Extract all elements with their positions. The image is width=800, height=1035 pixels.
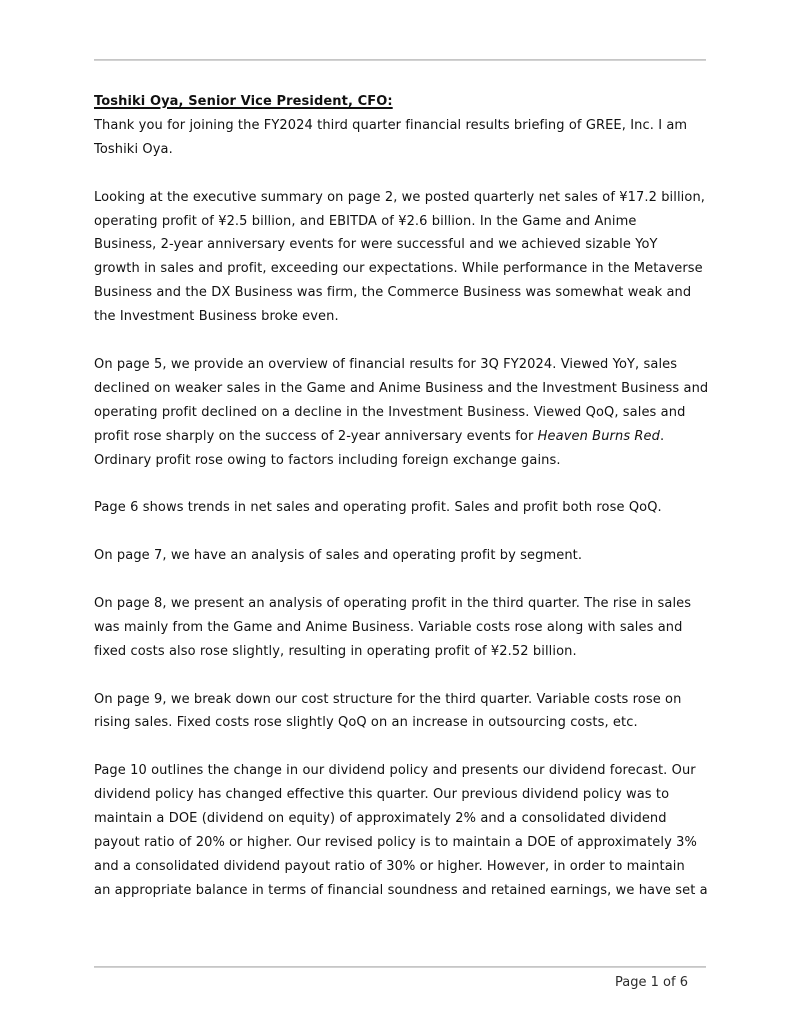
speaker-heading: Toshiki Oya, Senior Vice President, CFO: bbox=[94, 94, 393, 109]
text-segment: profit rose sharply on the success of 2-year anniversary events for bbox=[94, 428, 538, 444]
transcript-body bbox=[94, 90, 709, 903]
text-line: an appropriate balance in terms of financial soundness and retained earnings, we have set a bbox=[94, 882, 708, 898]
text-line: declined on weaker sales in the Game and Anime Business and the Investment Business and bbox=[94, 380, 709, 396]
paragraph bbox=[94, 688, 706, 736]
footer-rule bbox=[94, 966, 706, 968]
text-line: Toshiki Oya. bbox=[94, 141, 173, 157]
text-line: the Investment Business broke even. bbox=[94, 309, 339, 325]
text-line: growth in sales and profit, exceeding our expectations. While performance in the Metaverse bbox=[94, 261, 703, 277]
text-line: On page 7, we have an analysis of sales and operating profit by segment. bbox=[94, 548, 583, 564]
text-line: dividend policy has changed effective this quarter. Our previous dividend policy was to bbox=[94, 787, 670, 803]
paragraph bbox=[94, 114, 706, 162]
page-number: Page 1 of 6 bbox=[615, 975, 688, 990]
text-line: operating profit declined on a decline in the Investment Business. Viewed QoQ, sales and bbox=[94, 404, 686, 420]
text-line: On page 9, we break down our cost structure for the third quarter. Variable costs rose on bbox=[94, 691, 682, 707]
paragraph bbox=[94, 496, 706, 520]
text-line: Page 6 shows trends in net sales and operating profit. Sales and profit both rose QoQ. bbox=[94, 500, 662, 516]
paragraph bbox=[94, 592, 706, 664]
header-rule bbox=[94, 59, 706, 61]
text-line: rising sales. Fixed costs rose slightly QoQ on an increase in outsourcing costs, etc. bbox=[94, 715, 638, 731]
text-line: Business and the DX Business was firm, the Commerce Business was somewhat weak and bbox=[94, 285, 692, 301]
text-line: On page 8, we present an analysis of operating profit in the third quarter. The rise in sales bbox=[94, 595, 692, 611]
text-line: operating profit of ¥2.5 billion, and EBITDA of ¥2.6 billion. In the Game and Anime bbox=[94, 213, 637, 229]
text-line: On page 5, we provide an overview of financial results for 3Q FY2024. Viewed YoY, sales bbox=[94, 356, 678, 372]
text-line: Business, 2-year anniversary events for were successful and we achieved sizable YoY bbox=[94, 237, 658, 253]
paragraph bbox=[94, 759, 706, 902]
text-line: Ordinary profit rose owing to factors including foreign exchange gains. bbox=[94, 452, 561, 468]
text-line bbox=[94, 425, 706, 449]
text-line: was mainly from the Game and Anime Business. Variable costs rose along with sales and bbox=[94, 619, 683, 635]
text-line: Looking at the executive summary on page 2, we posted quarterly net sales of ¥17.2 billion, bbox=[94, 189, 706, 205]
text-line: fixed costs also rose slightly, resulting in operating profit of ¥2.52 billion. bbox=[94, 643, 577, 659]
text-line: payout ratio of 20% or higher. Our revised policy is to maintain a DOE of approximately 3% bbox=[94, 834, 697, 850]
game-title-italic: Heaven Burns Red bbox=[537, 428, 661, 444]
text-segment: . bbox=[660, 428, 665, 444]
paragraph bbox=[94, 186, 706, 329]
paragraph bbox=[94, 353, 709, 473]
text-line: Page 10 outlines the change in our dividend policy and presents our dividend forecast. Our bbox=[94, 763, 696, 779]
paragraph bbox=[94, 544, 706, 568]
text-line: Thank you for joining the FY2024 third quarter financial results briefing of GREE, Inc. I am bbox=[94, 117, 688, 133]
text-line: maintain a DOE (dividend on equity) of approximately 2% and a consolidated dividend bbox=[94, 811, 667, 827]
text-line: and a consolidated dividend payout ratio of 30% or higher. However, in order to maintain bbox=[94, 858, 685, 874]
